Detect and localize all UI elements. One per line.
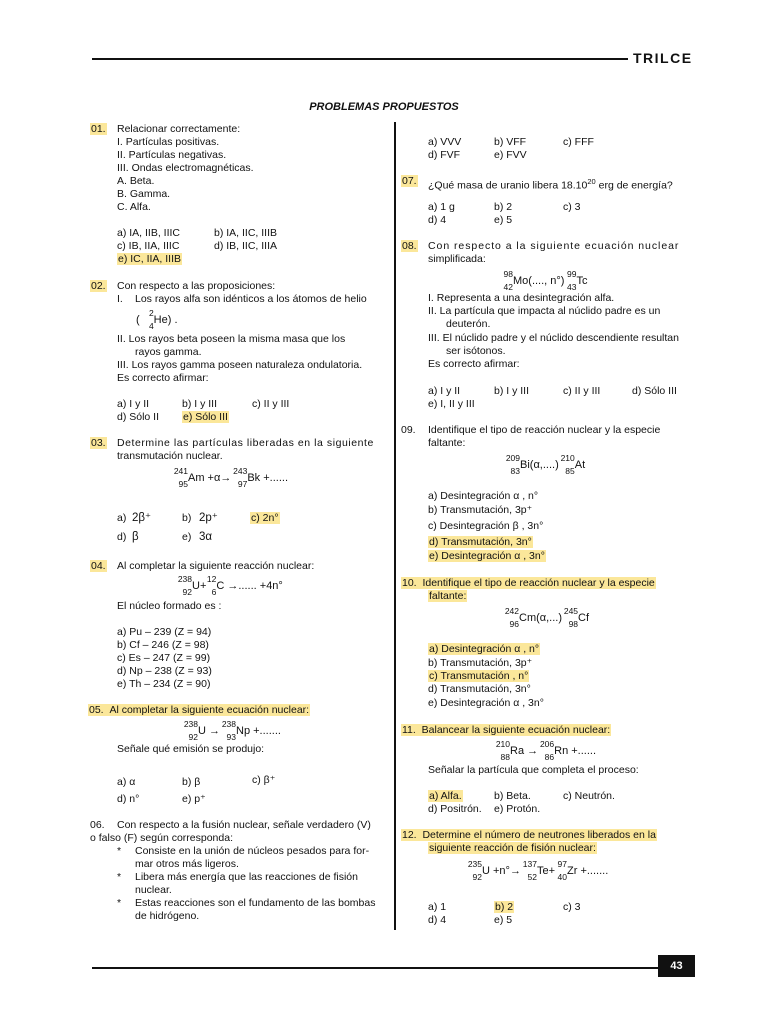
option-b: b) Beta. xyxy=(494,790,531,802)
option-b: b) I y III xyxy=(494,385,530,397)
option-b: b) Cf – 246 (Z = 98) xyxy=(117,639,209,651)
option-c: c) II y III xyxy=(563,385,601,397)
option-c: c) II y III xyxy=(252,398,290,410)
question-stem-highlight xyxy=(401,724,611,736)
nuclear-equation: 238 92 U → 238 93 Np +....... xyxy=(183,719,281,742)
option-e: e) Protón. xyxy=(494,803,541,815)
proposition-2: II. La partícula que impacta al núclido padre es un xyxy=(428,305,661,317)
question-stem: ¿Qué masa de uranio libera 18.10$^{20}$ erg de energía? xyxy=(428,177,673,192)
question-ask: El núcleo formado es : xyxy=(117,600,222,612)
question-stem: Determine el número de neutrones liberados en la xyxy=(422,829,656,841)
option-c: c) 3 xyxy=(563,201,581,213)
question-stem-highlight xyxy=(401,577,656,589)
nuclear-equation: 210 88 Ra → 206 86 Rn +...... xyxy=(495,739,597,762)
question-stem: Con respecto a las proposiciones: xyxy=(117,280,276,292)
option-d: d) IB, IIC, IIIA xyxy=(214,240,278,252)
option-d: d) Positrón. xyxy=(428,803,482,815)
option-e-answer: e) Sólo III xyxy=(183,411,228,423)
option-a-answer: a) Alfa. xyxy=(429,790,462,802)
option-a: a) 1 g xyxy=(428,201,455,213)
option-d-answer: d) Transmutación, 3n° xyxy=(429,536,532,548)
option-b: b) 2 xyxy=(494,201,513,213)
option-d: d) Sólo II xyxy=(117,411,160,423)
option-a: a) I y II xyxy=(117,398,150,410)
option-c-answer: c) Transmutación , n° xyxy=(429,670,529,682)
option-b-answer: b) 2 xyxy=(495,901,514,913)
nuclear-equation: 98 42 Mo(...., n°) 99 43 Tc xyxy=(503,269,588,292)
helium-formula: ( 2 4 He) . xyxy=(136,308,178,331)
question-stem: Al completar la siguiente ecuación nuclear: xyxy=(109,704,310,716)
question-ask: Señalar la partícula que completa el proceso: xyxy=(428,764,639,776)
option-e: e) I, II y III xyxy=(428,398,475,410)
question-number: 03. xyxy=(91,437,106,449)
option-e: e) Desintegración α , 3n° xyxy=(428,697,544,709)
nuclear-equation: 241 95 Am +α→ 243 97 Bk +...... xyxy=(173,466,288,489)
option-c: c) β⁺ xyxy=(252,774,276,786)
proposition-2: II. Los rayos beta poseen la misma masa que los xyxy=(117,333,346,345)
list-item: III. Ondas electromagnéticas. xyxy=(117,162,254,174)
question-stem: Identifique el tipo de reacción nuclear y la especie xyxy=(428,424,661,436)
option-a-highlight: a) Desintegración α , n° xyxy=(429,643,540,655)
proposition-3: III. El núclido padre y el núclido descendiente resultan xyxy=(428,332,679,344)
option-b: b) Transmutación, 3p⁺ xyxy=(428,504,533,516)
question-ask: Señale qué emisión se produjo: xyxy=(117,743,265,755)
question-stem: Al completar la siguiente reacción nuclear: xyxy=(117,560,315,572)
option-e: 3α xyxy=(199,531,213,543)
question-number: 11. xyxy=(402,724,416,736)
option-b: b) IA, IIC, IIIB xyxy=(214,227,278,239)
nuclear-equation: 238 92 U+ 12 6 C →...... +4n° xyxy=(177,574,283,597)
list-item: A. Beta. xyxy=(117,175,155,187)
brand-name: TRILCE xyxy=(633,50,693,66)
header-rule xyxy=(92,58,628,60)
bullet: * xyxy=(117,897,122,909)
option-c: c) Desintegración β , 3n° xyxy=(428,520,544,532)
option-d: d) Sólo III xyxy=(632,385,677,397)
list-item: C. Alfa. xyxy=(117,201,151,213)
option-b: 2p⁺ xyxy=(199,512,218,524)
nuclear-equation: 242 96 Cm(α,...) 245 98 Cf xyxy=(504,606,590,629)
page-title: PROBLEMAS PROPUESTOS xyxy=(309,101,459,113)
question-number: 09. xyxy=(401,424,416,436)
option-c: c) Es – 247 (Z = 99) xyxy=(117,652,211,664)
question-stem-highlight xyxy=(88,704,310,716)
option-e-answer: e) IC, IIA, IIIB xyxy=(118,253,182,265)
option-a: a) IA, IIB, IIIC xyxy=(117,227,181,239)
question-number: 01. xyxy=(91,123,106,135)
question-number: 10. xyxy=(402,577,417,589)
question-ask: Es correcto afirmar: xyxy=(428,358,520,370)
question-stem-highlight xyxy=(401,829,657,841)
option-d: d) Np – 238 (Z = 93) xyxy=(117,665,212,677)
option-d: d) Transmutación, 3n° xyxy=(428,683,531,695)
option-b: b) I y III xyxy=(182,398,218,410)
option-a: a) α xyxy=(117,776,136,788)
option-e: e) 5 xyxy=(494,914,513,926)
option-a: a) Desintegración α , n° xyxy=(428,490,539,502)
option-c-answer: c) 2n° xyxy=(251,512,279,524)
question-stem: Balancear la siguiente ecuación nuclear: xyxy=(421,724,611,736)
option-e: e) Th – 234 (Z = 90) xyxy=(117,678,211,690)
statement-1: Consiste en la unión de núcleos pesados para for- xyxy=(135,845,370,857)
nuclear-equation: 235 92 U +n°→ 137 52 Te+ 97 40 Zr +....... xyxy=(467,859,609,882)
bullet: * xyxy=(117,871,122,883)
option-a: a) 1 xyxy=(428,901,447,913)
bullet: * xyxy=(117,845,122,857)
statement-2: Libera más energía que las reacciones de fisión xyxy=(135,871,358,883)
option-b: b) VFF xyxy=(494,136,527,148)
question-stem: Con respecto a la fusión nuclear, señale verdadero (V) xyxy=(117,819,371,831)
question-number: 12. xyxy=(402,829,417,841)
question-number: 07. xyxy=(402,175,417,187)
column-divider xyxy=(394,122,396,930)
option-d: d) 4 xyxy=(428,214,447,226)
proposition-3: III. Los rayos gamma poseen naturaleza ondulatoria. xyxy=(117,359,363,371)
option-e-highlight: e) Desintegración α , 3n° xyxy=(429,550,545,562)
question-number: 08. xyxy=(402,240,417,252)
question-number: 02. xyxy=(91,280,106,292)
option-a: a) VVV xyxy=(428,136,462,148)
option-b: b) Transmutación, 3p⁺ xyxy=(428,657,533,669)
option-e: e) FVV xyxy=(494,149,527,161)
option-a: 2β⁺ xyxy=(132,512,152,524)
option-e: e) p⁺ xyxy=(182,793,206,805)
option-d: β xyxy=(132,531,139,543)
question-stem: Identifique el tipo de reacción nuclear y la especie xyxy=(422,577,655,589)
option-c: c) IB, IIA, IIIC xyxy=(117,240,180,252)
proposition-1: Los rayos alfa son idénticos a los átomos de helio xyxy=(135,293,367,305)
question-number: 04. xyxy=(91,560,106,572)
option-c: c) Neutrón. xyxy=(563,790,615,802)
page-number: 43 xyxy=(658,955,695,977)
option-b: b) β xyxy=(182,776,201,788)
option-c: c) FFF xyxy=(563,136,594,148)
proposition-1: I. Representa a una desintegración alfa. xyxy=(428,292,615,304)
list-item: I. Partículas positivas. xyxy=(117,136,220,148)
question-ask: Es correcto afirmar: xyxy=(117,372,209,384)
option-d: d) FVF xyxy=(428,149,461,161)
question-stem: Determine las partículas liberadas en la siguiente xyxy=(117,437,374,449)
question-number: 05. xyxy=(89,704,104,716)
option-d: d) 4 xyxy=(428,914,447,926)
question-stem: Relacionar correctamente: xyxy=(117,123,241,135)
option-a: a) Pu – 239 (Z = 94) xyxy=(117,626,212,638)
list-item: II. Partículas negativas. xyxy=(117,149,227,161)
footer-rule xyxy=(92,967,658,969)
question-number: 06. xyxy=(90,819,105,831)
question-stem: Con respecto a la siguiente ecuación nuclear xyxy=(428,240,680,252)
option-a: a) I y II xyxy=(428,385,461,397)
nuclear-equation: 209 83 Bi(α,....) 210 85 At xyxy=(505,453,586,476)
list-item: B. Gamma. xyxy=(117,188,171,200)
statement-3: Estas reacciones son el fundamento de las bombas xyxy=(135,897,376,909)
option-c: c) 3 xyxy=(563,901,581,913)
option-d: d) n° xyxy=(117,793,140,805)
option-e: e) 5 xyxy=(494,214,513,226)
